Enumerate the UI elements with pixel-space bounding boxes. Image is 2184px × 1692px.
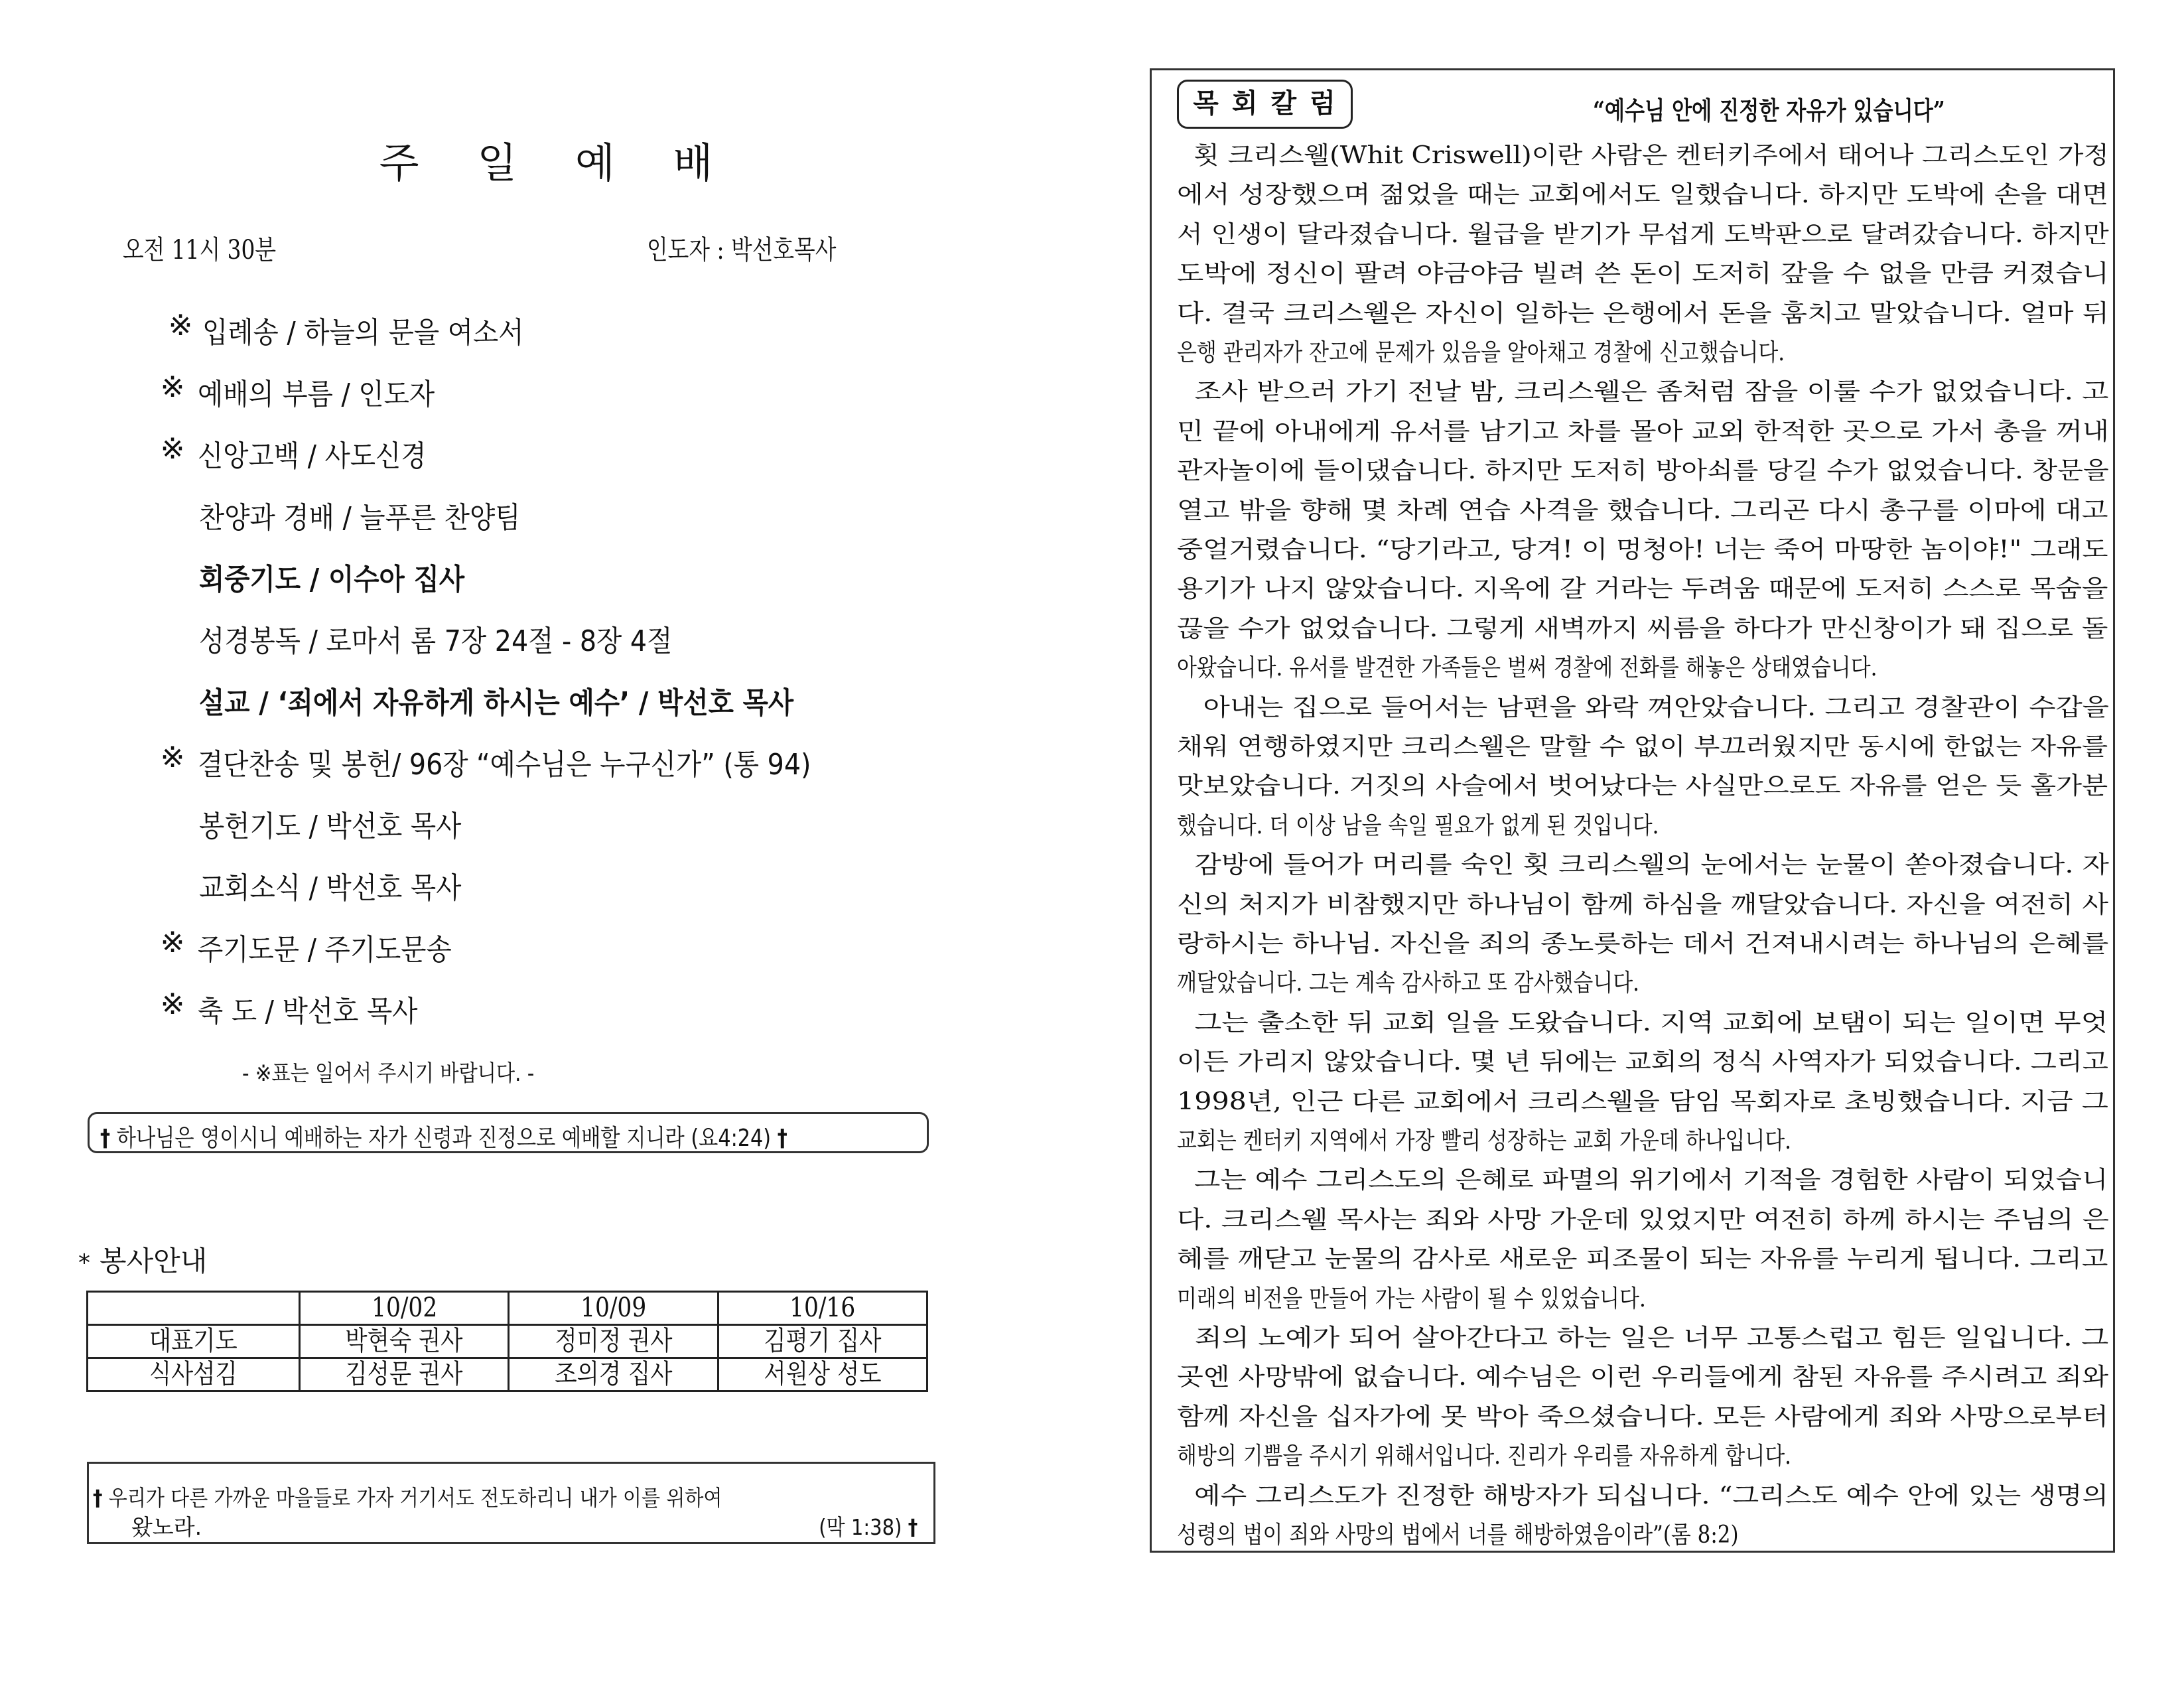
table-cell: 서원상 성도 (718, 1358, 927, 1391)
cross-icon: † (777, 1125, 787, 1152)
bottom-verse-box (87, 1462, 935, 1544)
service-schedule-table (86, 1291, 928, 1392)
article-line: 은행 관리자가 잔고에 문제가 있음을 알아채고 경찰에 신고했습니다. (1177, 339, 1785, 366)
order-item-text: 결단찬송 및 봉헌/ 96장 “예수님은 누구신가” (통 94) (198, 748, 811, 782)
order-item-text: 교회소식 / 박선호 목사 (199, 871, 462, 905)
article-line: 이든 가리지 않았습니다. 몇 년 뒤에는 교회의 정식 사역자가 되었습니다. 그리고 (1177, 1048, 2108, 1076)
order-item-text: 입례송 / 하늘의 문을 여소서 (202, 316, 524, 350)
table-cell: 김평기 집사 (718, 1325, 927, 1358)
table-role-cell: 대표기도 (88, 1325, 300, 1358)
table-header-cell: 10/02 (300, 1292, 509, 1325)
order-item-text: 축 도 / 박선호 목사 (198, 995, 418, 1028)
article-line: 1998년, 인근 다른 교회에서 크리스웰을 담임 목회자로 초빙했습니다. 지금 그 (1177, 1088, 2108, 1115)
article-line: 해방의 기쁨을 주시기 위해서입니다. 진리가 우리를 자유하게 합니다. (1177, 1443, 1791, 1470)
article-line: 용기가 나지 않았습니다. 지옥에 갈 거라는 두려움 때문에 도저히 스스로 목숨을 (1177, 575, 2108, 603)
order-item-text: 회중기도 / 이수아 집사 (199, 563, 465, 597)
table-row (88, 1325, 927, 1358)
standing-mark-icon: ※ (160, 926, 185, 959)
table-cell: 김성문 권사 (300, 1358, 509, 1391)
article-line: 예수 그리스도가 진정한 해방자가 되십니다. “그리스도 예수 안에 있는 생명의 (1177, 1482, 2109, 1510)
table-row (88, 1358, 927, 1391)
article-line: 그는 출소한 뒤 교회 일을 도왔습니다. 지역 교회에 보탬이 되는 일이면 무엇 (1177, 1009, 2108, 1036)
order-item-text: 주기도문 / 주기도문송 (198, 933, 452, 967)
article-line: 조사 받으러 가기 전날 밤, 크리스웰은 좀처럼 잠을 이룰 수가 없었습니다. 고 (1177, 378, 2109, 406)
article-line: 횟 크리스웰(Whit Criswell)이란 사람은 켄터키주에서 태어나 그리스도인 가정 (1177, 142, 2109, 169)
service-time: 오전 11시 30분 (123, 235, 277, 265)
scripture-verse-line (100, 1119, 787, 1153)
article-line: 깨달았습니다. 그는 계속 감사하고 또 감사했습니다. (1177, 969, 1639, 997)
table-cell: 정미정 권사 (509, 1325, 718, 1358)
article-line: 채워 연행하였지만 크리스웰은 말할 수 없이 부끄러웠지만 동시에 한없는 자유를 (1177, 733, 2108, 760)
bottom-verse-text: 우리가 다른 가까운 마을들로 가자 거기서도 전도하리니 내가 이를 위하여 (108, 1485, 722, 1511)
table-role-cell: 식사섬김 (88, 1358, 300, 1391)
order-item-text: 설교 / ‘죄에서 자유하게 하시는 예수’ / 박선호 목사 (199, 686, 794, 720)
article-line: 했습니다. 더 이상 남을 속일 필요가 없게 된 것입니다. (1177, 811, 1659, 839)
table-cell: 조의경 집사 (509, 1358, 718, 1391)
page-title: 주 일 예 배 (379, 139, 736, 187)
article-line: 도박에 정신이 팔려 야금야금 빌려 쓴 돈이 도저히 갚을 수 없을 만큼 커졌습니 (1177, 260, 2109, 288)
article-line: 혜를 깨닫고 눈물의 감사로 새로운 피조물이 되는 자유를 누리게 됩니다. 그리고 (1177, 1245, 2108, 1273)
article-line: 미래의 비전을 만들어 가는 사람이 될 수 있었습니다. (1177, 1285, 1646, 1312)
table-header-cell: 10/16 (718, 1292, 927, 1325)
service-section-heading (78, 1239, 207, 1279)
article-line: 죄의 노예가 되어 살아간다고 하는 일은 너무 고통스럽고 힘든 일입니다. 그 (1177, 1324, 2109, 1352)
service-leader: 인도자 : 박선호목사 (647, 235, 837, 265)
article-line: 다. 결국 크리스웰은 자신이 일하는 은행에서 돈을 훔치고 말았습니다. 얼마 뒤 (1177, 299, 2109, 327)
cross-icon: † (100, 1125, 111, 1152)
order-item-text: 예배의 부름 / 인도자 (198, 378, 435, 411)
article-line: 서 인생이 달라졌습니다. 월급을 받기가 무섭게 도박판으로 달려갔습니다. 하지만 (1177, 220, 2109, 248)
pastor-column-article (1150, 68, 2115, 1553)
article-line: 함께 자신을 십자가에 못 박아 죽으셨습니다. 모든 사람에게 죄와 사망으로부터 (1177, 1403, 2109, 1431)
article-line: 신의 처지가 비참했지만 하나님이 함께 하심을 깨달았습니다. 자신을 여전히 사 (1177, 890, 2109, 918)
order-item-text: 성경봉독 / 로마서 롬 7장 24절 - 8장 4절 (199, 624, 673, 658)
article-line: 에서 성장했으며 젊었을 때는 교회에서도 일했습니다. 하지만 도박에 손을 대면 (1177, 181, 2109, 209)
scripture-verse-text: 하나님은 영이시니 예배하는 자가 신령과 진정으로 예배할 지니라 (요4:24) (116, 1125, 772, 1152)
article-line: 랑하시는 하나님. 자신을 죄의 종노릇하는 데서 건져내시려는 하나님의 은혜를 (1177, 930, 2109, 957)
order-item-text: 찬양과 경배 / 늘푸른 찬양팀 (199, 501, 521, 535)
cross-icon: † (908, 1514, 918, 1540)
bottom-verse-reference: (막 1:38) † (819, 1514, 918, 1540)
standing-mark-icon: ※ (160, 987, 185, 1021)
article-line: 성령의 법이 죄와 사망의 법에서 너를 해방하였음이라”(롬 8:2) (1177, 1521, 1739, 1549)
article-line: 열고 밖을 향해 몇 차례 연습 사격을 했습니다. 그리곤 다시 총구를 이마에 대고 (1177, 496, 2108, 524)
standing-note: - ※표는 일어서 주시기 바랍니다. - (242, 1060, 535, 1087)
article-line: 아왔습니다. 유서를 발견한 가족들은 벌써 경찰에 전화를 해놓은 상태였습니다. (1177, 654, 1877, 682)
column-label: 목회칼럼 (1177, 80, 1353, 129)
service-section-title: 봉사안내 (100, 1245, 208, 1277)
article-line: 끊을 수가 없었습니다. 그렇게 새벽까지 씨름을 하다가 만신창이가 돼 집으로 돌 (1177, 614, 2108, 642)
table-cell: 박현숙 권사 (300, 1325, 509, 1358)
article-headline: “예수님 안에 진정한 자유가 있습니다” (1593, 96, 1945, 125)
article-line: 감방에 들어가 머리를 숙인 횟 크리스웰의 눈에서는 눈물이 쏟아졌습니다. 자 (1177, 851, 2109, 879)
article-line: 민 끝에 아내에게 유서를 남기고 차를 몰아 교외 한적한 곳으로 가서 총을 꺼내 (1177, 417, 2109, 445)
bottom-verse-line-2: 왔노라. (131, 1514, 202, 1540)
cross-icon: † (93, 1485, 103, 1511)
asterisk-icon: * (78, 1249, 90, 1277)
order-item-text: 봉헌기도 / 박선호 목사 (199, 810, 462, 843)
standing-mark-icon: ※ (160, 370, 185, 404)
standing-mark-icon: ※ (168, 309, 193, 342)
article-line: 관자놀이에 들이댔습니다. 하지만 도저히 방아쇠를 당길 수가 없었습니다. 창문을 (1177, 457, 2109, 485)
article-line: 중얼거렸습니다. “당기라고, 당겨! 이 멍청아! 너는 죽어 마땅한 놈이야!" 그래도 (1177, 536, 2108, 563)
article-line: 그는 예수 그리스도의 은혜로 파멸의 위기에서 기적을 경험한 사람이 되었습니 (1177, 1166, 2108, 1194)
article-line: 맛보았습니다. 거짓의 사슬에서 벗어났다는 사실만으로도 자유를 얻은 듯 홀가분 (1177, 772, 2108, 800)
bottom-verse-line-1 (93, 1481, 722, 1512)
article-line: 아내는 집으로 들어서는 남편을 와락 껴안았습니다. 그리고 경찰관이 수갑을 (1177, 693, 2109, 721)
table-header-cell (88, 1292, 300, 1325)
article-line: 곳엔 사망밖에 없습니다. 예수님은 이런 우리들에게 참된 자유를 주시려고 죄와 (1177, 1364, 2109, 1391)
article-line: 교회는 켄터키 지역에서 가장 빨리 성장하는 교회 가운데 하나입니다. (1177, 1127, 1791, 1155)
order-item-text: 신앙고백 / 사도신경 (198, 439, 427, 473)
standing-mark-icon: ※ (160, 432, 185, 466)
standing-mark-icon: ※ (160, 740, 185, 774)
article-line: 다. 크리스웰 목사는 죄와 사망 가운데 있었지만 여전히 하께 하시는 주님의 은 (1177, 1206, 2109, 1234)
table-header-cell: 10/09 (509, 1292, 718, 1325)
scripture-verse-box (88, 1112, 929, 1153)
table-header-row (88, 1292, 927, 1325)
